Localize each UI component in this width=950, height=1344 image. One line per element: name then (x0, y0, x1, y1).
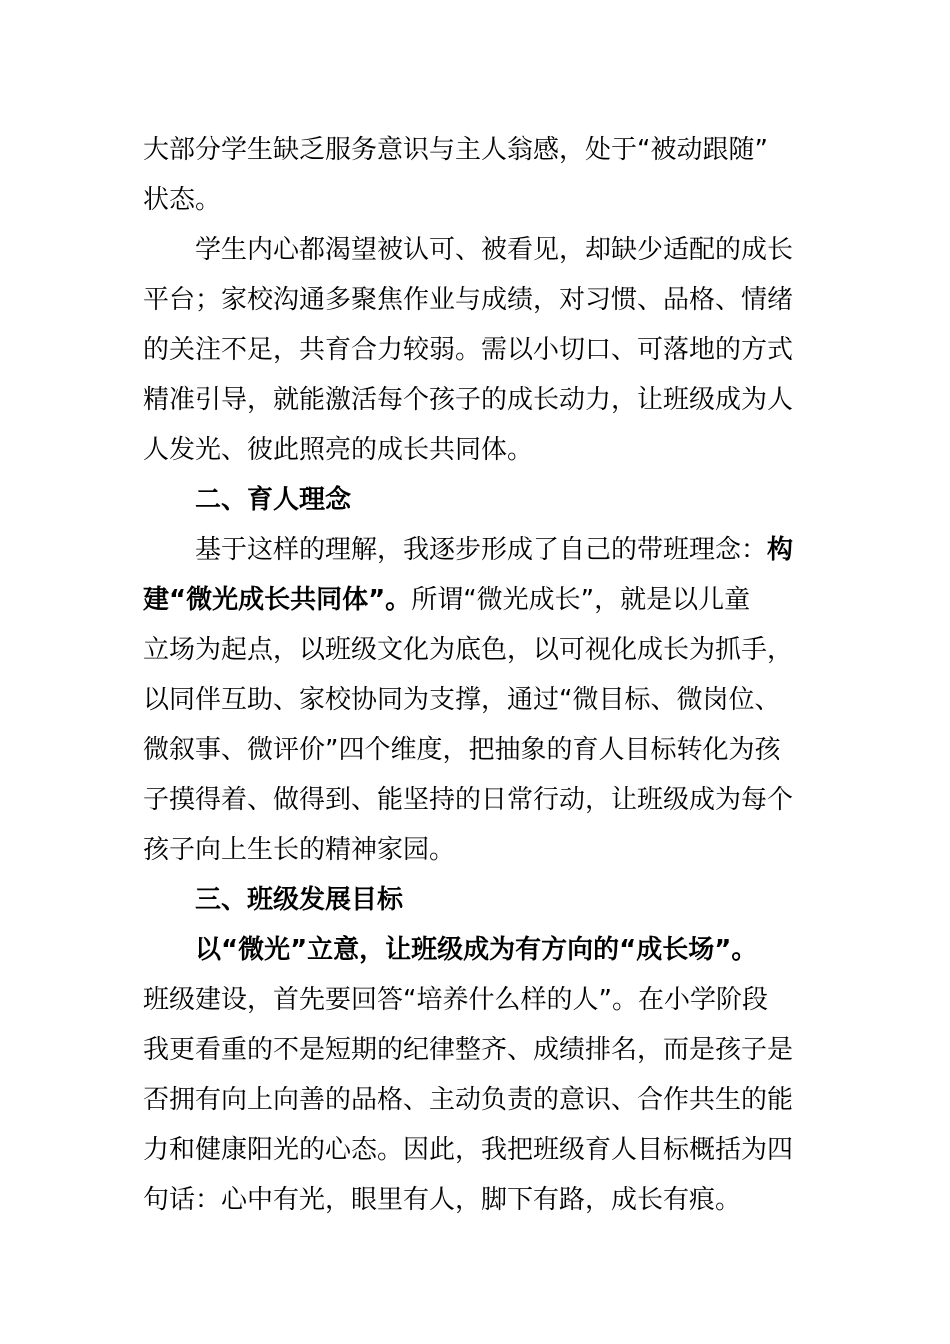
bold-text: 构 (767, 535, 794, 565)
paragraph-line: 学生内心都渴望被认可、被看见，却缺少适配的成长 (195, 235, 794, 265)
paragraph-line: 我更看重的不是短期的纪律整齐、成绩排名，而是孩子是 (143, 1035, 794, 1065)
paragraph-line: 的关注不足，共育合力较弱。需以小切口、可落地的方式 (143, 335, 794, 365)
paragraph-line: 孩子向上生长的精神家园。 (143, 835, 456, 865)
paragraph-line: 子摸得着、做得到、能坚持的日常行动，让班级成为每个 (143, 785, 794, 815)
document-page (143, 125, 809, 1225)
paragraph-line: 状态。 (143, 185, 222, 215)
paragraph-line: 句话：心中有光，眼里有人，脚下有路，成长有痕。 (143, 1185, 742, 1215)
bold-lead-sentence: 以“微光”立意，让班级成为有方向的“成长场”。 (195, 935, 758, 965)
paragraph-line: 班级建设，首先要回答“培养什么样的人”。在小学阶段 (143, 985, 768, 1015)
paragraph-line (143, 525, 809, 575)
paragraph-line: 大部分学生缺乏服务意识与主人翁感，处于“被动跟随” (143, 135, 768, 165)
paragraph-line: 微叙事、微评价”四个维度，把抽象的育人目标转化为孩 (143, 735, 781, 765)
paragraph-text: 所谓“微光成长”，就是以儿童 (411, 585, 751, 615)
paragraph-line: 人发光、彼此照亮的成长共同体。 (143, 435, 534, 465)
paragraph-line: 以同伴互助、家校协同为支撑，通过“微目标、微岗位、 (143, 685, 781, 715)
paragraph-line (143, 575, 809, 625)
section-heading: 二、育人理念 (195, 485, 352, 515)
bold-text: 建“微光成长共同体”。 (143, 585, 412, 615)
paragraph-line: 力和健康阳光的心态。因此，我把班级育人目标概括为四 (143, 1135, 794, 1165)
paragraph-line: 立场为起点，以班级文化为底色，以可视化成长为抓手， (143, 635, 794, 665)
paragraph-text: 基于这样的理解，我逐步形成了自己的带班理念： (195, 535, 768, 565)
paragraph-line: 否拥有向上向善的品格、主动负责的意识、合作共生的能 (143, 1085, 794, 1115)
paragraph-line: 精准引导，就能激活每个孩子的成长动力，让班级成为人 (143, 385, 794, 415)
paragraph-line: 平台；家校沟通多聚焦作业与成绩，对习惯、品格、情绪 (143, 285, 794, 315)
section-heading: 三、班级发展目标 (195, 885, 404, 915)
